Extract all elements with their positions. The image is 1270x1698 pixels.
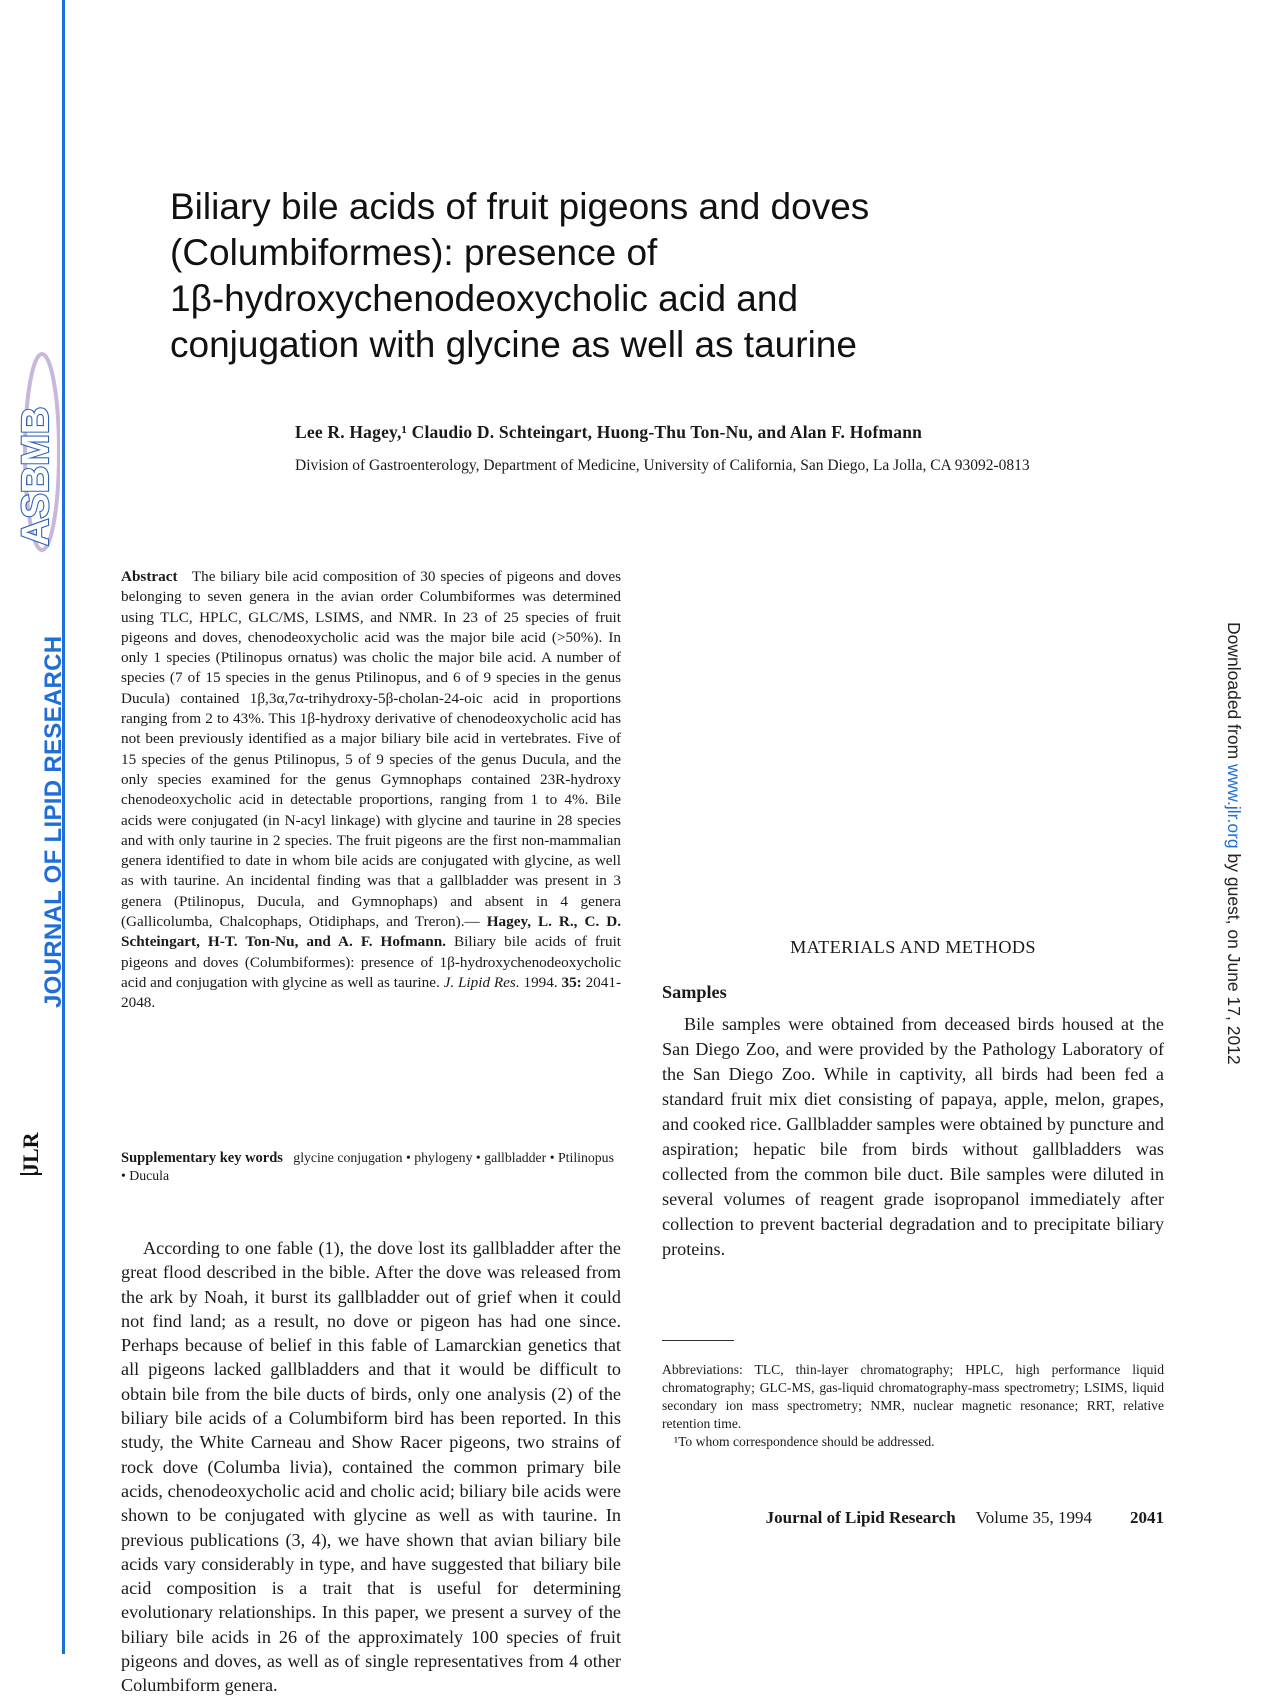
title-line-2: (Columbiformes): presence of [170,232,658,273]
page-footer [700,1508,1164,1528]
download-link[interactable]: www.jlr.org [1224,764,1244,849]
footnote-correspondence: ¹To whom correspondence should be addressed. [674,1434,935,1449]
abstract [121,567,621,1014]
title-line-4: conjugation with glycine as well as taurine [170,324,857,365]
keywords [121,1149,621,1185]
abstract-body: The biliary bile acid composition of 30 species of pigeons and doves belonging to seven genera in the avian order Columbiformes was determined using TLC, HPLC, GLC/MS, LSIMS, and NMR. In 23 of 25 species of fruit pigeons and doves, chenodeoxycholic acid was the major bile acid (>50%). In only 1 species (Ptilinopus ornatus) was cholic the major bile acid. A number of species (7 of 15 species in the genus Ptilinopus, and 6 of 9 species in the genus Ducula) contained 1β,3α,7α-trihydroxy-5β-cholan-24-oic acid in proportions ranging from 2 to 43%. This 1β-hydroxy derivative of chenodeoxycholic acid has not been previously identified as a major biliary bile acid in vertebrates. Five of 15 species of the genus Ptilinopus, 5 of 9 species of the genus Ducula, and the only species examined for the genus Gymnophaps contained 23R-hydroxy chenodeoxycholic acid in detectable proportions, ranging from 1 to 4%. Bile acids were conjugated (in N-acyl linkage) with glycine and taurine in 28 species and with only taurine in 2 species. The fruit pigeons are the first non-mammalian genera identified to date in whom bile acids are conjugated with glycine, as well as with taurine. An incidental finding was that a gallbladder was present in 3 genera (Ptilinopus, Ducula, and Gymnophaps) and absent in 4 genera (Gallicolumba, Chalcophaps, Otidiphaps, and Treron).— [121,568,622,931]
jlr-logo-mark [18,1132,44,1176]
footnotes [662,1361,1164,1451]
citation-volume: 35: [561,973,582,991]
asbmb-logo [2,340,60,560]
journal-name-vertical: JOURNAL OF LIPID RESEARCH [40,635,67,1008]
abstract-label: Abstract [121,568,178,585]
section-heading-materials-methods: MATERIALS AND METHODS [790,937,1036,957]
footnote-abbreviations: Abbreviations: TLC, thin-layer chromatography; HPLC, high performance liquid chromatography; GLC-MS, gas-liquid chromatography-mass spectrometry; LSIMS, liquid secondary ion mass spectrometry; NMR, nuclear magnetic resonance; RRT, relative retention time. [662,1362,1164,1431]
title-line-1: Biliary bile acids of fruit pigeons and doves [170,186,870,227]
footer-page-number: 2041 [1130,1508,1164,1527]
article-title [170,184,1070,368]
intro-paragraph: According to one fable (1), the dove lost its gallbladder after the great flood described in the bible. After the dove was released from the ark by Noah, it burst its gallbladder out of grief when it could not find land; as a result, no dove or pigeon has had one since. Perhaps because of belief in this fable of Lamarckian genetics that all pigeons lacked gallbladders and that it would be difficult to obtain bile from the bile ducts of birds, only one analysis (2) of the biliary bile acids of a Columbiform bird has been reported. In this study, the White Carneau and Show Racer pigeons, two strains of rock dove (Columba livia), contained the common primary bile acids, chenodeoxycholic acid and cholic acid; biliary bile acids were shown to be conjugated with glycine as well as with taurine. In previous publications (3, 4), we have shown that avian biliary bile acids vary considerably in type, and have suggested that biliary bile acid composition is a trait that is useful for determining evolutionary relationships. In this paper, we present a survey of the biliary bile acids in 26 of the approximately 100 species of fruit pigeons and doves, as well as of single representatives from 4 other Columbiform genera. [121,1238,621,1696]
title-line-3: 1β-hydroxychenodeoxycholic acid and [170,278,799,319]
citation-authors: Hagey, L. R., C. D. Schteingart, H-T. Ton-Nu, and A. F. Hofmann. [121,913,622,951]
download-notice [1223,622,1244,1065]
jlr-logo-text: JLR [18,1132,43,1174]
asbmb-logo-text: ASBMB [15,406,57,546]
keywords-text: glycine conjugation • phylogeny • gallbladder • Ptilinopus • Ducula [121,1150,614,1183]
footnote-rule [662,1340,734,1341]
affiliation: Division of Gastroenterology, Department of Medicine, University of California, San Diego, La Jolla, CA 93092-0813 [295,457,1030,474]
keywords-label: Supplementary key words [121,1150,283,1166]
citation-body: Biliary bile acids of fruit pigeons and doves (Columbiformes): presence of 1β-hydroxychenodeoxycholic acid and conjugation with glycine as well as taurine. [121,933,622,991]
jlr-logo [18,1132,44,1182]
download-prefix: Downloaded from [1224,622,1244,765]
samples-paragraph: Bile samples were obtained from deceased birds housed at the San Diego Zoo, and were provided by the Pathology Laboratory of the San Diego Zoo. While in captivity, all birds had been fed a standard fruit mix diet consisting of papaya, apple, melon, grapes, and cooked rice. Gallbladder samples were obtained by puncture and aspiration; hepatic bile from birds without gallbladders was collected from the common bile duct. Bile samples were diluted in several volumes of reagent grade isopropanol immediately after collection to prevent bacterial degradation and to precipitate biliary proteins. [662,1014,1164,1259]
footer-journal: Journal of Lipid Research [765,1508,956,1527]
subsection-heading-samples: Samples [662,982,727,1002]
footer-volume: Volume 35, 1994 [975,1508,1092,1527]
citation-journal: J. Lipid Res. [443,973,520,991]
download-suffix: by guest, on June 17, 2012 [1224,848,1244,1065]
citation-year: 1994. [523,973,558,991]
citation-pages: 2041-2048. [121,973,622,1012]
author-list: Lee R. Hagey,¹ Claudio D. Schteingart, Huong-Thu Ton-Nu, and Alan F. Hofmann [295,422,923,442]
